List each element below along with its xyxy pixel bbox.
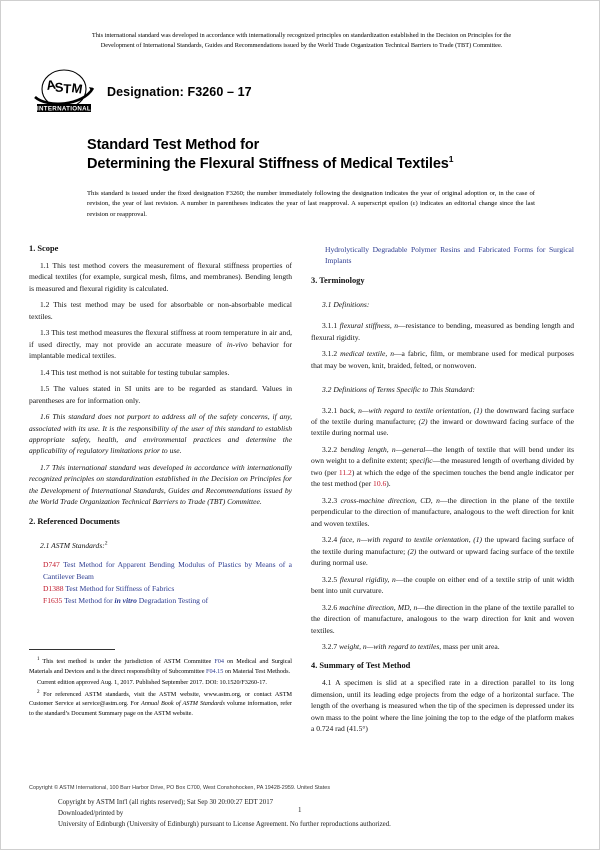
title-footnote-marker: 1 [448, 154, 454, 165]
term-label: machine direction, MD, n [339, 602, 418, 612]
term-3-2-1: 3.2.1 back, n—with regard to textile orientation, (1) the downward facing surface of the textile during manufacture; (2) the inward or downward facing surface of the textile during normal use. [311, 405, 574, 438]
heading-summary-of-test-method: 4. Summary of Test Method [311, 661, 411, 671]
para-1-6: 1.6 This standard does not purport to address all of the safety concerns, if any, associated with its use. It is the responsibility of the user of this standard to establish appropriate safety, health, and environmental practices and determine the applicability of regulatory limitations prior to use. [29, 412, 292, 456]
subheading-definitions: 3.1 Definitions: [322, 300, 370, 310]
footnote-2: $^2$ For referenced ASTM standards, visit the ASTM website, www.astm.org, or contact ASTM Customer Service at service@astm.org. For Annual Book of ASTM Standards volume information, refer to the standard’s Document Summary page on the ASTM website. [29, 689, 293, 718]
term-label: bending length, n—general [340, 444, 426, 454]
term-label: flexural stiffness, n [339, 321, 398, 331]
wto-notice [29, 31, 574, 51]
license-line-1: Copyright by ASTM Int'l (all rights reserved); Sat Sep 30 20:00:27 EDT 2017 [58, 799, 274, 806]
para-1-4: 1.4 This test method is not suitable for testing tubular samples. [40, 367, 230, 377]
cross-reference-link[interactable]: 11.2 [338, 467, 352, 477]
referenced-standard-item[interactable] [29, 595, 292, 606]
standard-name[interactable]: Test Method for Stiffness of Fabrics [65, 583, 175, 593]
standard-title-line2: Determining the Flexural Stiffness of Medical Textiles$^1$ [87, 154, 454, 173]
para-1-7: 1.7 This international standard was developed in accordance with internationally recognized principles on standardization established in the Decision on Principles for the Development of International Standards, Guides and Recommendations issued by the World Trade Organization Technical Barriers to Trade (TBT) Committee. [29, 462, 292, 507]
term-label: cross-machine direction, CD, n [340, 495, 440, 505]
subcommittee-link[interactable]: F04.15 [206, 667, 224, 675]
heading-terminology: 3. Terminology [311, 275, 365, 285]
designation-label: Designation: F3260 – 17 [107, 84, 252, 99]
term-3-2-7: 3.2.7 weight, n—with regard to textiles, mass per unit area. [322, 641, 500, 651]
term-label: medical textile, n [340, 349, 394, 359]
heading-scope: 1. Scope [29, 244, 59, 253]
footnote-edition: Current edition approved Aug. 1, 2017. Published September 2017. DOI: 10.1520/F3260-17. [37, 679, 267, 687]
copyright-bar: Copyright © ASTM International, 100 Barr Harbor Drive, PO Box C700, West Conshohocken, PA 19428-2959. United States [29, 785, 331, 791]
license-block [58, 797, 558, 831]
astm-logo-icon [31, 67, 97, 117]
svg-text:T: T [62, 80, 72, 96]
heading-referenced-documents: 2. Referenced Documents [29, 516, 120, 526]
subheading-specific-definitions: 3.2 Definitions of Terms Specific to This Standard: [322, 384, 475, 394]
svg-text:INTERNATIONAL: INTERNATIONAL [37, 104, 91, 112]
footnote-divider [29, 649, 115, 650]
para-1-2: 1.2 This test method may be used for absorbable or non-absorbable medical textiles. [29, 300, 292, 321]
footnote-1: $^1$ This test method is under the jurisdiction of ASTM Committee F04 on Medical and Surgical Materials and Devices and is the direct responsibility of Subcommittee F04.15 on Material Test Methods. [29, 656, 292, 675]
para-4-1: 4.1 A specimen is slid at a specified rate in a direction parallel to its long dimension, until its leading edge projects from the edge of a horizontal surface. The length of the overhang is measured when the tip of the specimen is depressed under its own mass to the point where the line joining the top to the edge of the platform makes a 0.724 rad (41.5°) [311, 678, 574, 734]
standard-code[interactable]: D747 [43, 560, 60, 570]
term-3-2-3: 3.2.3 cross-machine direction, CD, n—the direction in the plane of the textile perpendicular to the direction of manufacture, analogous to the weft direction for knit and woven textiles. [311, 495, 574, 528]
issue-note: This standard is issued under the fixed designation F3260; the number immediately following the designation indicates the year of original adoption or, in the case of revision, the year of last revision. A number in parentheses indicates the year of last reapproval. A superscript epsilon (ε) indicates an editorial change since the last revision or reapproval. [87, 189, 535, 218]
subheading-astm-standards: 2.1 ASTM Standards:$^2$ [40, 540, 108, 551]
standard-code[interactable]: D1388 [43, 583, 64, 593]
page-content [29, 1, 574, 851]
para-1-3: 1.3 This test method measures the flexural stiffness at room temperature in air and, if used directly, may not provide an accurate measure of in-vivo behavior for implantable medical textiles. [29, 328, 292, 361]
svg-text:A: A [45, 76, 57, 93]
standard-name[interactable]: Test Method for in vitro Degradation Testing of [64, 596, 209, 606]
standard-code[interactable]: F1635 [43, 596, 63, 606]
license-line-3: University of Edinburgh (University of Edinburgh) pursuant to License Agreement. No further reproductions authorized. [58, 821, 391, 829]
svg-text:S: S [54, 79, 64, 95]
referenced-standard-item[interactable] [29, 583, 292, 594]
term-3-1-2: 3.1.2 medical textile, n—a fabric, film, or membrane used for medical purposes that may be woven, knit, braided, felted, or nonwoven. [311, 349, 574, 370]
referenced-standard-item[interactable] [29, 559, 292, 582]
footnotes-block [29, 649, 292, 719]
cross-reference-link[interactable]: 10.6 [373, 479, 387, 489]
committee-link[interactable]: F04 [214, 658, 224, 665]
designation-row [29, 66, 574, 118]
para-1-5: 1.5 The values stated in SI units are to be regarded as standard. Values in parentheses are for information only. [29, 384, 292, 405]
wto-notice-line2: Development of International Standards, Guides and Recommendations issued by the World Trade Organization Technical Barriers to Trade (TBT) Committee. [100, 41, 503, 49]
right-column [311, 244, 574, 735]
term-3-2-5: 3.2.5 flexural rigidity, n—the couple on either end of a textile strip of unit width bent into unit curvature. [311, 574, 574, 596]
para-1-1: 1.1 This test method covers the measurement of flexural stiffness properties of medical textiles (for example, surgical mesh, films, and membranes). Bending length is measured and flexural rigidity is calculated. [29, 260, 292, 293]
svg-text:M: M [70, 79, 84, 97]
referenced-standards-list [29, 559, 292, 606]
term-3-2-4: 3.2.4 face, n—with regard to textile orientation, (1) the upward facing surface of the textile during manufacture; (2) the outward or upward facing surface of the textile during normal use. [311, 535, 575, 568]
term-3-1-1: 3.1.1 flexural stiffness, n—resistance to bending, measured as bending length and flexural rigidity. [311, 321, 574, 342]
page-number: 1 [298, 806, 302, 814]
term-3-2-2: 3.2.2 bending length, n—general—the length of textile that will bend under its own weight to a definite extent; specific—the measured length of overhang divided by two (per 11.2) at which the edge of the specimen touches the bend angle indicator per the test method (per 10.6). [311, 444, 575, 489]
wto-notice-line1: This international standard was developed in accordance with internationally recognized principles on standardization established in the Decision on Principles for the [91, 32, 512, 39]
standard-name-continuation[interactable]: Hydrolytically Degradable Polymer Resins and Fabricated Forms for Surgical Implants [325, 245, 574, 266]
term-label: flexural rigidity, n [339, 574, 396, 584]
term-label: weight, n—with regard to textiles, [338, 641, 442, 651]
standard-name[interactable]: Test Method for Apparent Bending Modulus of Plastics by Means of a Cantilever Beam [43, 560, 292, 581]
standard-title-line1: Standard Test Method for [87, 136, 260, 153]
term-label: back, n—with regard to textile orientation, [339, 405, 472, 415]
term-3-2-6: 3.2.6 machine direction, MD, n—the direction in the plane of the textile parallel to the direction of manufacture, analogous to the warp direction for knit and woven textiles. [311, 602, 574, 635]
term-label: face, n—with regard to textile orientation, [339, 535, 471, 545]
license-line-2: Downloaded/printed by [58, 810, 124, 818]
title-block [87, 136, 547, 221]
